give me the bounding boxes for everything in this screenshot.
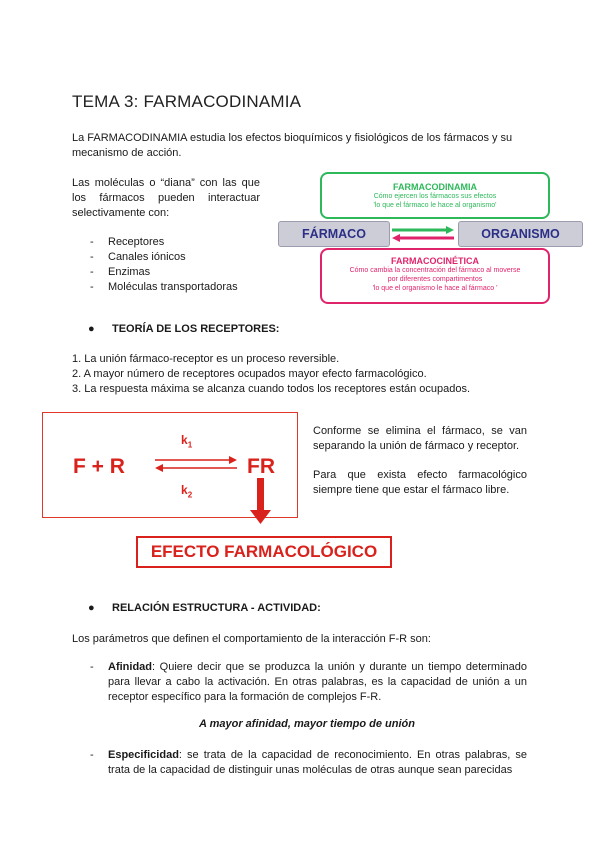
list-item: 3. La respuesta máxima se alcanza cuando todos los receptores están ocupados.: [72, 383, 471, 395]
list-dash: -: [90, 749, 94, 761]
affinity-emphasis: A mayor afinidad, mayor tiempo de unión: [199, 718, 415, 730]
pharmacodynamics-box: [320, 172, 550, 219]
k2-label: $k_2$: [181, 483, 193, 500]
complex-label: FR: [247, 455, 275, 478]
targets-list: [72, 235, 272, 295]
down-arrow-icon: [250, 478, 272, 526]
list-item: - Moléculas transportadoras: [90, 281, 238, 293]
list-item: - Receptores: [90, 236, 165, 248]
pd-box-line: Cómo ejercen los fármacos sus efectos: [373, 193, 497, 200]
pd-pk-diagram: [278, 170, 584, 304]
drug-label: FÁRMACO: [278, 221, 390, 247]
pk-box-line: 'lo que el organismo le hace al fármaco ': [372, 285, 498, 292]
reactants-label: F + R: [73, 455, 125, 478]
bullet-icon: ●: [88, 323, 95, 335]
pk-box-line: Cómo cambia la concentración del fármaco al moverse: [349, 267, 521, 274]
equilibrium-arrows-icon: [153, 456, 239, 472]
pd-box-line: 'lo que el fármaco le hace al organismo': [373, 202, 497, 209]
list-item: - Enzimas: [90, 266, 151, 278]
page-title: TEMA 3: FARMACODINAMIA: [72, 92, 302, 111]
list-item: 1. La unión fármaco-receptor es un proceso reversible.: [72, 353, 340, 365]
pd-box-title: FARMACODINAMIA: [393, 182, 477, 192]
affinity-term: Afinidad: [108, 661, 152, 673]
section-heading-receptors: ● TEORÍA DE LOS RECEPTORES:: [88, 323, 280, 335]
pk-box-line: por diferentes compartimentos: [387, 276, 483, 283]
k1-label: $k_1$: [181, 433, 193, 450]
receptor-points: [72, 352, 542, 397]
specificity-term: Especificidad: [108, 749, 179, 761]
parameters-intro: Los parámetros que definen el comportamiento de la interacción F-R son:: [72, 633, 431, 645]
affinity-item: Afinidad: Quiere decir que se produzca la unión y durante un tiempo determinado para llevar a cabo la activación. En otras palabras, es la capacidad de unión a un receptor específico para la formación de complejos F-R.: [108, 661, 527, 703]
bullet-icon: ●: [88, 602, 95, 614]
targets-paragraph: Las moléculas o “diana” con las que los fármacos pueden interactuar selectivamente con:: [72, 177, 260, 219]
section-heading-structure-activity: ● RELACIÓN ESTRUCTURA - ACTIVIDAD:: [88, 602, 321, 614]
intro-paragraph: La FARMACODINAMIA estudia los efectos bioquímicos y fisiológicos de los fármacos y su mecanismo de acción.: [72, 132, 513, 159]
pk-box-title: FARMACOCINÉTICA: [391, 256, 479, 266]
side-paragraph: Conforme se elimina el fármaco, se van separando la unión de fármaco y receptor.: [313, 425, 527, 452]
organism-label: ORGANISMO: [458, 221, 583, 247]
list-item: 2. A mayor número de receptores ocupados mayor efecto farmacológico.: [72, 368, 427, 380]
specificity-item: Especificidad: se trata de la capacidad de reconocimiento. En otras palabras, se trata de la capacidad de distinguir unas moléculas de otras aunque sean parecidas: [108, 749, 527, 776]
pharmacological-effect-label: EFECTO FARMACOLÓGICO: [136, 536, 392, 568]
pharmacokinetics-box: [320, 248, 550, 304]
bidirectional-arrows-icon: [390, 225, 456, 243]
list-dash: -: [90, 661, 94, 673]
side-paragraph: Para que exista efecto farmacológico siempre tiene que estar el fármaco libre.: [313, 469, 527, 496]
list-item: - Canales iónicos: [90, 251, 186, 263]
